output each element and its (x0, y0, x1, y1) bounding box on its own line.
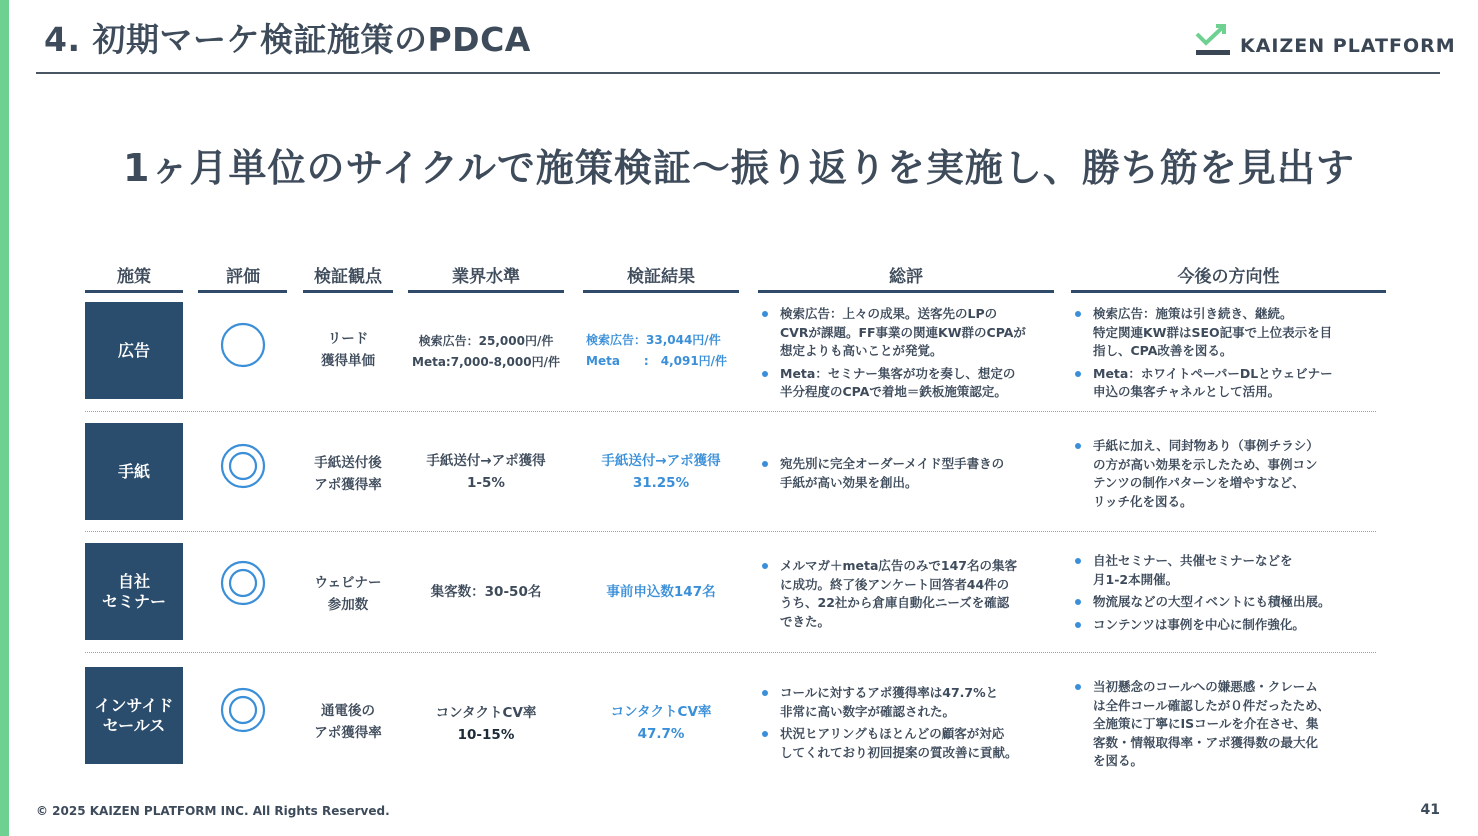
row-separator (85, 531, 1376, 532)
row-separator (85, 411, 1376, 412)
column-header-policy: 施策 (117, 267, 151, 287)
result-cell: コンタクトCV率 47.7% (610, 704, 712, 742)
direction-cell (1071, 305, 1381, 406)
row-label-inside-sales: インサイド セールス (85, 667, 183, 764)
direction-cell (1071, 678, 1381, 775)
column-rule (1071, 290, 1386, 293)
perspective-cell: ウェビナー 参加数 (314, 575, 382, 613)
slide-title: 4. 初期マーケ検証施策のPDCA (44, 20, 531, 59)
bullet-item: 物流展などの大型イベントにも積極出展。 (1071, 593, 1381, 612)
column-rule (758, 290, 1054, 293)
bullet-item: Meta：セミナー集客が功を奏し、想定の 半分程度のCPAで着地＝鉄板施策認定。 (758, 365, 1058, 402)
column-header-result: 検証結果 (627, 267, 695, 287)
direction-cell (1071, 552, 1381, 638)
benchmark-cell: コンタクトCV率 10-15% (435, 705, 537, 743)
summary-cell (758, 684, 1058, 766)
bullet-item: 手紙に加え、同封物あり（事例チラシ） の方が高い効果を示したため、事例コン テンツの制作パターンを増やすなど、 リッチ化を図る。 (1071, 437, 1381, 511)
bullet-item: 検索広告：上々の成果。送客先のLPの CVRが課題。FF事業の関連KW群のCPAが 想定よりも高いことが発覚。 (758, 305, 1058, 361)
evaluation-double-circle-icon (219, 442, 267, 490)
bullet-item: Meta：ホワイトペーパーDLとウェビナー 申込の集客チャネルとして活用。 (1071, 365, 1381, 402)
bullet-item: 自社セミナー、共催セミナーなどを 月1-2本開催。 (1071, 552, 1381, 589)
copyright: © 2025 KAIZEN PLATFORM INC. All Rights Reserved. (36, 804, 390, 818)
row-separator (85, 652, 1376, 653)
logo-check-icon (1194, 22, 1234, 58)
column-header-evaluation: 評価 (226, 267, 260, 287)
left-accent-bar (0, 0, 9, 836)
summary-cell (758, 305, 1058, 406)
row-label-letter: 手紙 (85, 423, 183, 520)
headline: 1ヶ月単位のサイクルで施策検証〜振り返りを実施し、勝ち筋を見出す (123, 146, 1355, 190)
column-header-summary: 総評 (889, 267, 923, 287)
column-rule (85, 290, 183, 293)
kaizen-logo (1194, 22, 1456, 62)
result-cell: 事前申込数147名 (606, 584, 716, 600)
page-number: 41 (1420, 802, 1440, 818)
column-rule (198, 290, 287, 293)
bullet-item: メルマガ＋meta広告のみで147名の集客 に成功。終了後アンケート回答者44件の うち、22社から倉庫自動化ニーズを確認 できた。 (758, 557, 1058, 631)
title-divider (36, 72, 1440, 74)
benchmark-cell: 手紙送付→アポ獲得 1-5% (426, 453, 546, 491)
column-header-benchmark: 業界水準 (452, 267, 520, 287)
column-header-perspective: 検証観点 (314, 267, 382, 287)
bullet-item: 状況ヒアリングもほとんどの顧客が対応 してくれており初回提案の質改善に貢献。 (758, 725, 1058, 762)
perspective-cell: リード 獲得単価 (321, 331, 375, 369)
logo-text: KAIZEN PLATFORM (1240, 35, 1456, 57)
bullet-item: 当初懸念のコールへの嫌悪感・クレーム は全件コール確認したが０件だったため、 全施策に丁寧にISコールを介在させ、集 客数・情報取得率・アポ獲得数の最大化 を図る。 (1071, 678, 1381, 771)
column-header-direction: 今後の方向性 (1177, 267, 1280, 287)
bullet-item: 宛先別に完全オーダーメイド型手書きの 手紙が高い効果を創出。 (758, 455, 1058, 492)
bullet-item: コンテンツは事例を中心に制作強化。 (1071, 616, 1381, 635)
column-rule (583, 290, 739, 293)
benchmark-cell: 検索広告：25,000円/件 Meta:7,000-8,000円/件 (412, 334, 560, 369)
benchmark-cell: 集客数：30-50名 (430, 584, 542, 600)
evaluation-circle-icon (219, 321, 267, 369)
perspective-cell: 手紙送付後 アポ獲得率 (314, 455, 382, 493)
result-cell: 手紙送付→アポ獲得 31.25% (601, 453, 721, 491)
evaluation-double-circle-icon (219, 559, 267, 607)
direction-cell (1071, 437, 1381, 515)
bullet-item: コールに対するアポ獲得率は47.7%と 非常に高い数字が確認された。 (758, 684, 1058, 721)
summary-cell (758, 455, 1058, 496)
row-label-seminar: 自社 セミナー (85, 543, 183, 640)
evaluation-double-circle-icon (219, 686, 267, 734)
perspective-cell: 通電後の アポ獲得率 (314, 703, 382, 741)
column-rule (408, 290, 564, 293)
column-rule (303, 290, 393, 293)
result-cell: 検索広告：33,044円/件 Meta : 4,091円/件 (586, 333, 728, 368)
row-label-ads: 広告 (85, 302, 183, 399)
bullet-item: 検索広告：施策は引き続き、継続。 特定関連KW群はSEO記事で上位表示を目 指し、CPA改善を図る。 (1071, 305, 1381, 361)
summary-cell (758, 557, 1058, 635)
